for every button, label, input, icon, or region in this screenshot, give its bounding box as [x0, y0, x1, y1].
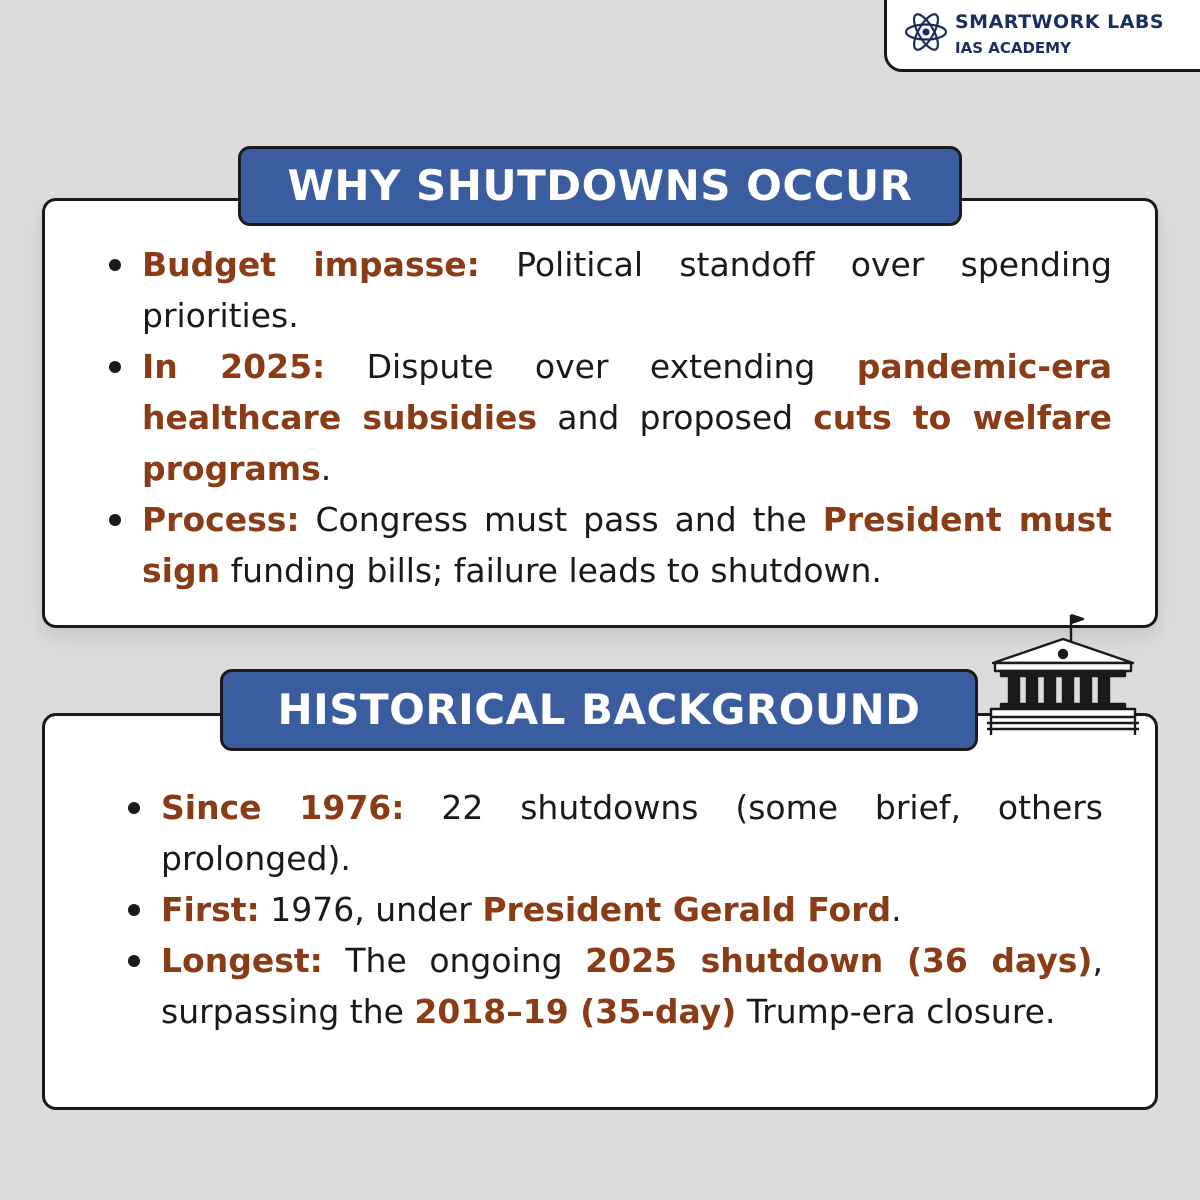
list-item — [161, 884, 1103, 935]
list-item — [142, 341, 1112, 494]
brand-badge — [884, 0, 1200, 72]
item-text: funding bills; failure leads to shutdown. — [220, 551, 882, 590]
list-item — [142, 239, 1112, 341]
section-why-shutdowns-card — [42, 198, 1158, 628]
item-text: Trump-era closure. — [736, 992, 1056, 1031]
list-item — [142, 494, 1112, 596]
item-text: Political standoff over spending priorities. — [142, 245, 1112, 335]
item-text: 22 shutdowns (some brief, others prolonged). — [161, 788, 1104, 878]
item-highlight: 2018–19 (35-day) — [414, 992, 737, 1031]
item-label: In 2025: — [142, 347, 326, 386]
atom-icon — [903, 9, 949, 55]
item-text: and proposed — [537, 398, 814, 437]
item-text: . — [891, 890, 902, 929]
item-highlight: President Gerald Ford — [482, 890, 892, 929]
item-text: Congress must pass and the — [299, 500, 823, 539]
section-title-why-shutdowns: WHY SHUTDOWNS OCCUR — [238, 146, 962, 226]
item-text: . — [320, 449, 332, 488]
list-item — [161, 782, 1103, 884]
why-shutdowns-list — [142, 239, 1112, 596]
government-building-icon — [987, 611, 1143, 739]
item-label: Process: — [142, 500, 300, 539]
item-label: First: — [161, 890, 260, 929]
item-highlight: pandemic-era healthcare subsidies — [142, 347, 1113, 437]
item-highlight: cuts to welfare programs — [142, 398, 1112, 488]
brand-name: SMARTWORK LABS — [955, 11, 1165, 33]
item-text: 1976, under — [259, 890, 483, 929]
list-item — [161, 935, 1103, 1037]
item-text: The ongoing — [322, 941, 586, 980]
item-text: , surpassing the — [161, 941, 1104, 1031]
item-label: Longest: — [161, 941, 323, 980]
brand-subtitle: IAS ACADEMY — [955, 39, 1071, 57]
section-title-historical: HISTORICAL BACKGROUND — [220, 669, 978, 751]
section-historical-card — [42, 713, 1158, 1110]
item-label: Since 1976: — [161, 788, 405, 827]
item-text: Dispute over extending — [325, 347, 857, 386]
item-highlight: President must sign — [142, 500, 1112, 590]
historical-list — [161, 782, 1103, 1037]
item-label: Budget impasse: — [142, 245, 480, 284]
item-highlight: 2025 shutdown (36 days) — [585, 941, 1093, 980]
